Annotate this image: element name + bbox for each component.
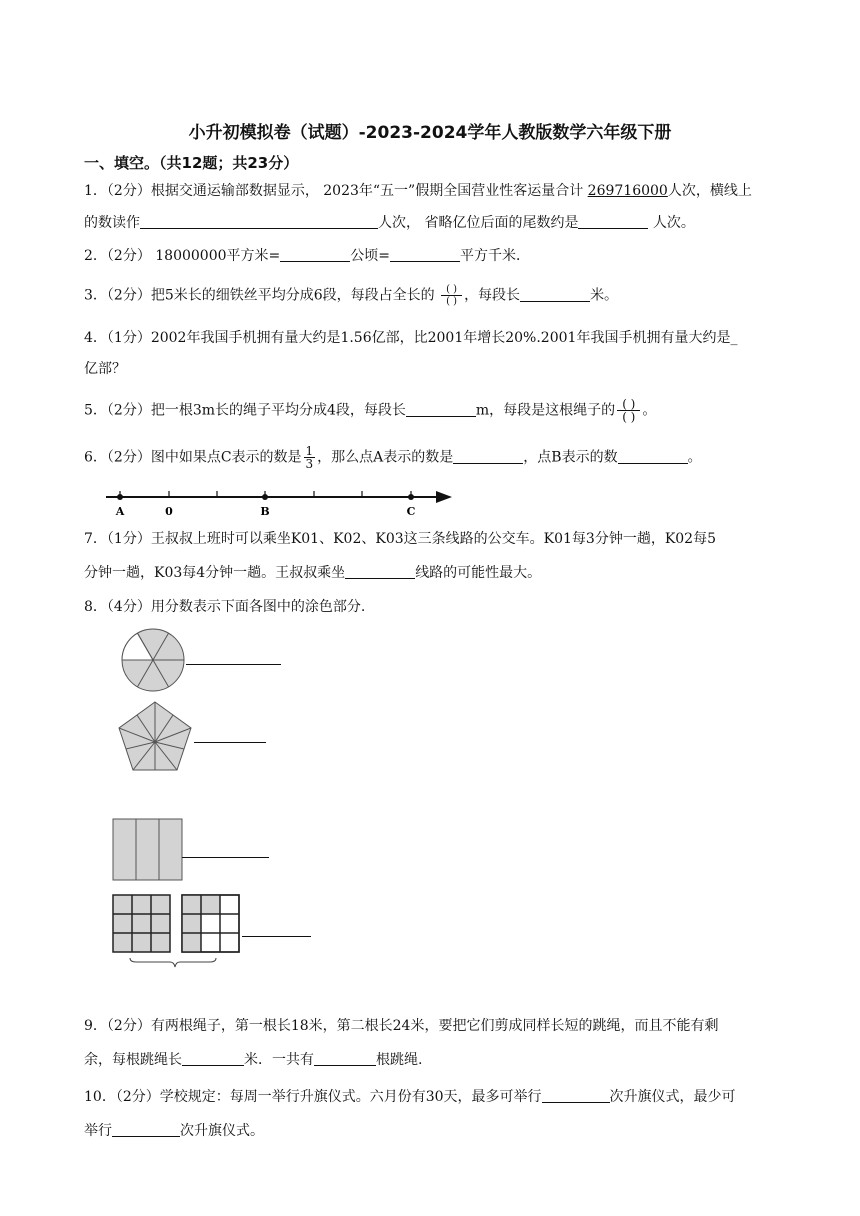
q5-text-c: 。 (642, 402, 657, 419)
number-line-figure (100, 485, 460, 519)
pentagon-figure (116, 700, 194, 772)
q6-text-b: ，那么点A表示的数是 (317, 449, 454, 466)
question-10-line-1 (84, 1087, 736, 1107)
q5-text-b: m，每段是这根绳子的 (475, 402, 616, 419)
q10-text-c: 举行 (84, 1123, 112, 1139)
q8-answer-line-1[interactable] (186, 664, 281, 665)
q7-text-c: 线路的可能性最大。 (415, 565, 542, 581)
q6-blank-2[interactable] (618, 448, 688, 464)
number-line-arrow (436, 491, 452, 503)
grid-right (182, 895, 239, 952)
question-10-line-2 (84, 1121, 264, 1141)
q3-fraction (441, 284, 462, 307)
q5-fraction-numerator: ( ) (617, 398, 640, 411)
q3-fraction-denominator: ( ) (446, 296, 458, 307)
q9-blank-2[interactable] (314, 1050, 376, 1066)
q2-text-c: 平方千米． (460, 248, 530, 264)
q5-fraction (617, 398, 640, 423)
q1-text-d: 人次， 省略亿位后面的尾数约是 (378, 215, 579, 231)
q8-answer-line-3[interactable] (182, 857, 269, 858)
label-zero: 0 (165, 505, 173, 518)
rectangle-figure (112, 818, 184, 882)
q1-text-a: 1．（2分）根据交通运输部数据显示， 2023年“五一”假期全国营业性客运量合计 (84, 183, 588, 199)
q3-blank[interactable] (520, 286, 590, 302)
q6-text-c: ，点B表示的数 (523, 449, 618, 466)
grid-left (113, 895, 170, 952)
q9-text-d: 根跳绳. (376, 1052, 423, 1068)
question-3 (84, 284, 618, 307)
q5-text-a: 5．（2分）把一根3m长的绳子平均分成4段，每段长 (84, 402, 406, 419)
q1-text-e: 人次。 (648, 215, 695, 231)
label-a: A (115, 505, 125, 518)
section-heading: 一、填空。（共12题；共23分） (84, 154, 299, 172)
q9-blank-1[interactable] (182, 1050, 244, 1066)
grid-brace (130, 958, 216, 967)
rectangle-shaded (113, 819, 182, 880)
question-1-line-2 (84, 213, 695, 233)
question-4-line-2: 亿部？ (84, 361, 126, 377)
q1-blank-1[interactable] (140, 213, 378, 229)
q9-text-b: 余，每根跳绳长 (84, 1052, 182, 1068)
q1-text-c: 的数读作 (84, 215, 140, 231)
q7-text-b: 分钟一趟，K03每4分钟一趟。王叔叔乘坐 (84, 565, 346, 581)
q5-blank[interactable] (406, 401, 476, 417)
q6-text-d: 。 (687, 449, 702, 466)
q3-text-a: 3．（2分）把5米长的细铁丝平均分成6段，每段占全长的 (84, 287, 440, 304)
q6-text-a: 6．（2分）图中如果点C表示的数是 (84, 449, 302, 466)
point-b (262, 494, 268, 500)
q2-blank-2[interactable] (390, 246, 460, 262)
q2-text-a: 2．（2分） 18000000平方米= (84, 248, 281, 264)
question-9-line-1: 9．（2分）有两根绳子，第一根长18米，第二根长24米，要把它们剪成同样长短的跳绳，而且不能有剩 (84, 1018, 719, 1034)
question-5 (84, 398, 656, 423)
q10-text-d: 次升旗仪式。 (180, 1123, 264, 1139)
q6-fraction-denominator: 3 (305, 457, 314, 471)
question-6 (84, 445, 702, 470)
q3-text-b: ，每段长 (464, 287, 521, 304)
question-2 (84, 246, 530, 266)
question-9-line-2 (84, 1050, 422, 1070)
q10-text-a: 10．（2分）学校规定：每周一举行升旗仪式。六月份有30天，最多可举行 (84, 1089, 542, 1105)
q9-text-c: 米．一共有 (244, 1052, 314, 1068)
label-b: B (260, 505, 270, 518)
grid-figure (112, 894, 242, 970)
question-7-line-1: 7．（1分）王叔叔上班时可以乘坐K01、K02、K03这三条线路的公交车。K01每3分钟一趟，K02每5 (84, 531, 716, 547)
q1-blank-2[interactable] (578, 213, 648, 229)
q2-blank-1[interactable] (280, 246, 350, 262)
question-4-line-1: 4．（1分）2002年我国手机拥有量大约是1.56亿部，比2001年增长20%.2001年我国手机拥有量大约是_ (84, 330, 738, 346)
q3-fraction-numerator: ( ) (441, 284, 462, 296)
page-title: 小升初模拟卷（试题）-2023-2024学年人教版数学六年级下册 (188, 123, 672, 143)
q2-text-b: 公顷= (350, 248, 390, 264)
q3-text-c: 米。 (590, 287, 619, 304)
label-c: C (406, 505, 416, 518)
point-c (408, 494, 414, 500)
q6-blank-1[interactable] (453, 448, 523, 464)
point-a (117, 494, 123, 500)
q6-fraction-numerator: 1 (305, 444, 314, 458)
q7-blank[interactable] (345, 563, 415, 579)
q10-blank-2[interactable] (112, 1121, 180, 1137)
q10-blank-1[interactable] (542, 1087, 610, 1103)
q10-text-b: 次升旗仪式，最少可 (609, 1089, 736, 1105)
question-8: 8．（4分）用分数表示下面各图中的涂色部分. (84, 599, 366, 615)
question-1-line-1 (84, 181, 752, 201)
question-7-line-2 (84, 563, 541, 583)
q8-answer-line-2[interactable] (194, 742, 266, 743)
q6-fraction (304, 445, 316, 470)
q1-number: 269716000 (587, 183, 668, 199)
q5-fraction-denominator: ( ) (622, 410, 636, 424)
circle-figure (120, 627, 186, 693)
q1-text-b: 人次，横线上 (667, 183, 752, 199)
q8-answer-line-4[interactable] (242, 936, 311, 937)
